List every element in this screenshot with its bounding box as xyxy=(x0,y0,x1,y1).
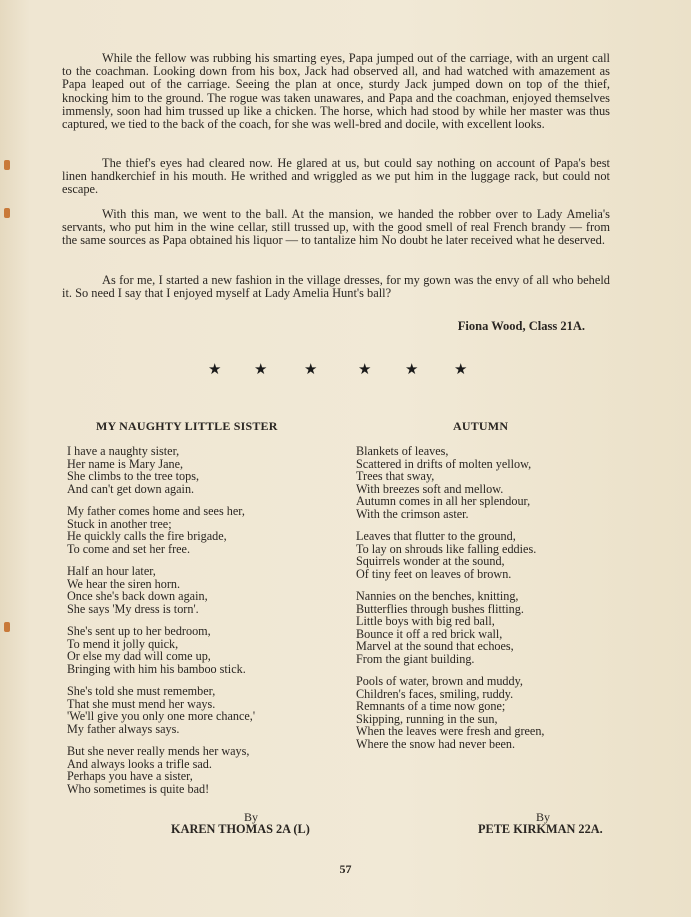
poem-author: PETE KIRKMAN 22A. xyxy=(478,822,603,836)
star-icon: ★ xyxy=(304,362,318,378)
poem-line: Marvel at the sound that echoes, xyxy=(356,639,514,653)
poem-line: To come and set her free. xyxy=(67,541,190,556)
poem-stanza xyxy=(356,675,544,750)
poem-line: With breezes soft and mellow. xyxy=(356,481,504,496)
poem-line: My father comes home and sees her, xyxy=(67,504,245,518)
poem-stanza xyxy=(67,505,255,555)
poem-line: Stuck in another tree; xyxy=(67,516,172,531)
poem-line: Pools of water, brown and muddy, xyxy=(356,674,523,688)
poem-left-body xyxy=(67,445,255,805)
poem-line: He quickly calls the fire brigade, xyxy=(67,529,227,543)
poem-line: My father always says. xyxy=(67,721,180,736)
poem-line: She's sent up to her bedroom, xyxy=(67,624,211,638)
poem-line: Once she's back down again, xyxy=(67,589,208,603)
byline-by: By xyxy=(244,810,259,824)
poem-stanza xyxy=(67,625,255,675)
poem-line: Perhaps you have a sister, xyxy=(67,769,193,783)
star-icon: ★ xyxy=(208,362,222,378)
poem-line: To lay on shrouds like falling eddies. xyxy=(356,541,537,556)
poem-line: We hear the siren horn. xyxy=(67,576,181,591)
story-paragraph-2: The thief's eyes had cleared now. He glared at us, but could say nothing on account of Papa's best linen handkerchief in his mouth. He writhed and wriggled as we put him in the luggage rack, but could not escape. xyxy=(62,156,610,197)
poem-line: To mend it jolly quick, xyxy=(67,636,179,651)
star-icon: ★ xyxy=(358,362,372,378)
poem-line: Half an hour later, xyxy=(67,564,156,578)
poem-stanza xyxy=(67,685,255,735)
poem-line: Little boys with big red ball, xyxy=(356,614,495,628)
poem-line: Bringing with him his bamboo stick. xyxy=(67,661,246,676)
poem-line: 'We'll give you only one more chance,' xyxy=(67,709,256,723)
poem-line: Butterflies through bushes flitting. xyxy=(356,601,524,616)
story-paragraph-4: As for me, I started a new fashion in the village dresses, for my gown was the envy of all who beheld it. So need I say that I enjoyed myself at Lady Amelia Hunt's ball? xyxy=(62,273,610,301)
poem-line: With the crimson aster. xyxy=(356,506,469,521)
poem-line: I have a naughty sister, xyxy=(67,444,180,458)
poem-line: Nannies on the benches, knitting, xyxy=(356,589,519,603)
poem-line: Remnants of a time now gone; xyxy=(356,699,506,713)
poem-stanza xyxy=(67,565,255,615)
poem-line: From the giant building. xyxy=(356,651,475,666)
poem-line: Leaves that flutter to the ground, xyxy=(356,529,516,543)
story-signature: Fiona Wood, Class 21A. xyxy=(457,319,585,333)
poem-stanza xyxy=(356,530,544,580)
poem-line: Who sometimes is quite bad! xyxy=(67,781,210,796)
story-paragraph-1: While the fellow was rubbing his smarting eyes, Papa jumped out of the carriage, with an urgent call to the coachman. Looking down from his box, Jack had observed all, and had watched with amazement as Papa leaped out of the carriage. Seeing the plan at once, sturdy Jack jumped down on top of the thief, knocking him to the ground. The rogue was taken unawares, and Papa and the coachman, enjoyed themselves immensly, soon had him trussed up like a chicken. The horse, which had stood by while her master was thus captured, we tied to the back of the coach, for she was well-bred and docile, with excellent looks. xyxy=(62,51,610,132)
poem-line: Scattered in drifts of molten yellow, xyxy=(356,456,532,471)
poem-line: Skipping, running in the sun, xyxy=(356,711,498,726)
poem-line: But she never really mends her ways, xyxy=(67,744,250,758)
poem-line: Where the snow had never been. xyxy=(356,736,516,751)
poem-line: She climbs to the tree tops, xyxy=(67,469,200,483)
poem-line: Her name is Mary Jane, xyxy=(67,456,184,471)
poem-line: And always looks a trifle sad. xyxy=(67,756,212,771)
page-number: 57 xyxy=(339,862,352,876)
star-icon: ★ xyxy=(454,362,468,378)
binding-mark xyxy=(4,622,10,632)
binding-mark xyxy=(4,160,10,170)
star-icon: ★ xyxy=(254,362,268,378)
poem-line: Or else my dad will come up, xyxy=(67,649,211,663)
poem-stanza xyxy=(356,445,544,520)
poem-line: Blankets of leaves, xyxy=(356,444,449,458)
poem-line: And can't get down again. xyxy=(67,481,195,496)
star-divider xyxy=(0,360,691,380)
poem-line: When the leaves were fresh and green, xyxy=(356,724,545,738)
star-icon: ★ xyxy=(405,362,419,378)
poem-line: That she must mend her ways. xyxy=(67,696,216,711)
poem-author: KAREN THOMAS 2A (L) xyxy=(171,822,310,836)
poem-title: AUTUMN xyxy=(453,419,509,433)
poem-title: MY NAUGHTY LITTLE SISTER xyxy=(96,419,278,433)
poem-line: She's told she must remember, xyxy=(67,684,216,698)
poem-stanza xyxy=(356,590,544,665)
poem-line: Of tiny feet on leaves of brown. xyxy=(356,566,512,581)
poem-stanza xyxy=(67,445,255,495)
poem-line: Trees that sway, xyxy=(356,469,435,483)
poem-line: Children's faces, smiling, ruddy. xyxy=(356,686,514,701)
poem-line: Bounce it off a red brick wall, xyxy=(356,626,503,641)
binding-mark xyxy=(4,208,10,218)
poem-line: Autumn comes in all her splendour, xyxy=(356,494,531,508)
poem-line: She says 'My dress is torn'. xyxy=(67,601,199,616)
story-paragraph-3: With this man, we went to the ball. At the mansion, we handed the robber over to Lady Amelia's servants, who put him in the wine cellar, still trussed up, with the good smell of real French brandy — from the same sources as Papa obtained his liquor — to tantalize him No doubt he later received what he deserved. xyxy=(62,207,610,248)
poem-right-body xyxy=(356,445,544,760)
byline-by: By xyxy=(536,810,551,824)
poem-line: Squirrels wonder at the sound, xyxy=(356,554,505,568)
poem-stanza xyxy=(67,745,255,795)
